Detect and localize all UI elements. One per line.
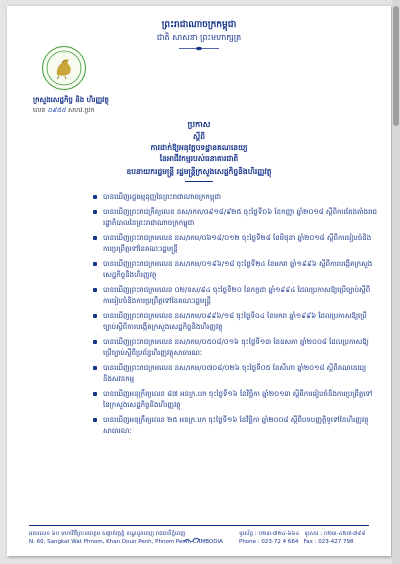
- document-page: [7, 6, 391, 556]
- footer-contact: [239, 530, 365, 546]
- vertical-scrollbar[interactable]: [392, 0, 400, 564]
- footer-fax: ទូរសារ : ០២៣-៤២៧-៧៩៨: [304, 531, 366, 537]
- ornament-divider: [179, 46, 219, 51]
- reference-label: លេខ: [33, 106, 46, 114]
- kingdom-heading: ព្រះរាជាណាចក្រកម្ពុជា: [161, 20, 237, 30]
- bullet-icon: [93, 392, 97, 396]
- list-item: បានឃើញព្រះរាជក្រឹត្យលេខ នស/រកត/០៩១៨/៩២៥ ចុះថ្ងៃទី០៦ ខែកញ្ញា ឆ្នាំ២០១៨ ស្តីពីការតែងតាំងរាជរដ្ឋាភិបាលនៃព្រះរាជាណាចក្រកម្ពុជា: [93, 207, 377, 229]
- footer-phone-en: Phone : 023-72 4 664: [239, 539, 299, 545]
- bullet-icon: [93, 288, 97, 292]
- title-underline: [185, 181, 213, 182]
- bullet-icon: [93, 195, 97, 199]
- document-about: ស្តីពី: [193, 132, 205, 141]
- list-item: បានឃើញព្រះរាជក្រមលេខ នស/រកម/០១៩៦/១៨ ចុះថ្ងៃទី២៤ ខែមករា ឆ្នាំ១៩៩៦ ស្តីពីការបង្កើតក្រសួងសេដ្ឋកិច្ចនិងហិរញ្ញវត្ថុ: [93, 259, 377, 281]
- reference-suffix: សហវ.ប្រក: [67, 106, 95, 114]
- ministry-seal-icon: [42, 46, 86, 90]
- bullet-icon: [93, 366, 97, 370]
- list-item: បានឃើញព្រះរាជក្រមលេខ នស/រកម/០៥០៨/០១៦ ចុះថ្ងៃទី១៣ ខែឧសភា ឆ្នាំ២០០៨ ដែលប្រកាសឱ្យប្រើច្បាប់ស្តីពីប្រព័ន្ធហិរញ្ញវត្ថុសាធារណៈ: [93, 337, 377, 359]
- footer-divider: [29, 525, 369, 526]
- document-type: ប្រកាស: [187, 120, 211, 129]
- bullet-icon: [93, 236, 97, 240]
- ministry-name: ក្រសួងសេដ្ឋកិច្ច និង ហិរញ្ញវត្ថុ: [33, 96, 109, 104]
- bullet-icon: [93, 340, 97, 344]
- bullet-icon: [93, 262, 97, 266]
- issuer-title: ឧបនាយករដ្ឋមន្ត្រី រដ្ឋមន្ត្រីក្រសួងសេដ្ឋកិច្ចនិងហិរញ្ញវត្ថុ: [126, 167, 272, 176]
- list-item: បានឃើញរដ្ឋធម្មនុញ្ញនៃព្រះរាជាណាចក្រកម្ពុជា: [93, 192, 377, 203]
- list-item: បានឃើញអនុក្រឹត្យលេខ ៨៧ អនក្រ.បក ចុះថ្ងៃទី១៦ ខែវិច្ឆិកា ឆ្នាំ២០១៣ ស្តីពីការរៀបចំនិងការប្រព្រឹត្តទៅនៃក្រសួងសេដ្ឋកិច្ចនិងហិរញ្ញវត្ថុ: [93, 389, 377, 411]
- bullet-icon: [93, 314, 97, 318]
- list-item: បានឃើញព្រះរាជក្រមលេខ នស/រកម/០៩៩៦/១៨ ចុះថ្ងៃទី០៤ ខែមករា ឆ្នាំ១៩៩៦ ដែលប្រកាសឱ្យប្រើច្បាប់ស្តីពីការបង្កើតក្រសួងសេដ្ឋកិច្ចនិងហិរញ្ញវត្ថុ: [93, 311, 377, 333]
- list-item: បានឃើញអនុក្រឹត្យលេខ ២៥ អនក្រ.បក ចុះថ្ងៃទី១៦ ខែវិច្ឆិកា ឆ្នាំ២០០៨ ស្តីពីបទបញ្ញត្តិទូទៅនៃហិរញ្ញវត្ថុសាធារណៈ: [93, 415, 377, 437]
- bullet-icon: [93, 418, 97, 422]
- list-item: បានឃើញព្រះរាជក្រមលេខ ០២/នស/៩៤ ចុះថ្ងៃទី២០ ខែកក្កដា ឆ្នាំ១៩៩៤ ដែលប្រកាសឱ្យប្រើច្បាប់ស្តីពីការរៀបចំនិងការប្រព្រឹត្តទៅនៃគណៈរដ្ឋមន្ត្រី: [93, 285, 377, 307]
- footer-address-kh: អគារលេខ ៦០ មហាវិថីព្រះនរោត្តម សង្កាត់វត្តភ្នំ ខណ្ឌដូនពេញ រាជធានីភ្នំពេញ: [29, 531, 186, 537]
- signature-mark-icon: [183, 536, 201, 544]
- footer-phone: ទូរស័ព្ទ : ០២៣-៧២៤-៦៦៤: [239, 531, 300, 537]
- footer-address-en: N. 60, Sangkat Wat Phnom, Khan Doun Penh, Phnom Penh, CAMBODIA: [29, 539, 223, 545]
- document-title-line-1: ការដាក់ឱ្យអនុវត្តបទដ្ឋានគណនេយ្យ: [150, 143, 248, 152]
- footer-fax-en: Fax : 023-427 798: [303, 539, 354, 545]
- reference-number: [33, 106, 95, 116]
- list-item: បានឃើញព្រះរាជក្រមលេខ នស/រកម/០៦១៨/០១២ ចុះថ្ងៃទី២៨ ខែមិថុនា ឆ្នាំ២០១៨ ស្តីពីការរៀបចំនិងការប្រព្រឹត្តទៅនៃគណៈរដ្ឋមន្ត្រី: [93, 233, 377, 255]
- scrollbar-thumb[interactable]: [393, 6, 399, 126]
- document-title-line-2: នៃអាជីវកម្មរបស់ធនាគារជាតិ: [159, 154, 239, 163]
- list-item: បានឃើញព្រះរាជក្រមលេខ នស/រកម/០៧០៨/០២៦ ចុះថ្ងៃទី០៥ ខែសីហា ឆ្នាំ២០១៨ ស្តីពីគណនេយ្យ និងសវនកម្ម: [93, 363, 377, 385]
- bullet-icon: [93, 210, 97, 214]
- reference-value: ០៩៥៥: [47, 106, 66, 114]
- references-list: [93, 192, 377, 441]
- national-motto: ជាតិ សាសនា ព្រះមហាក្សត្រ: [156, 33, 242, 42]
